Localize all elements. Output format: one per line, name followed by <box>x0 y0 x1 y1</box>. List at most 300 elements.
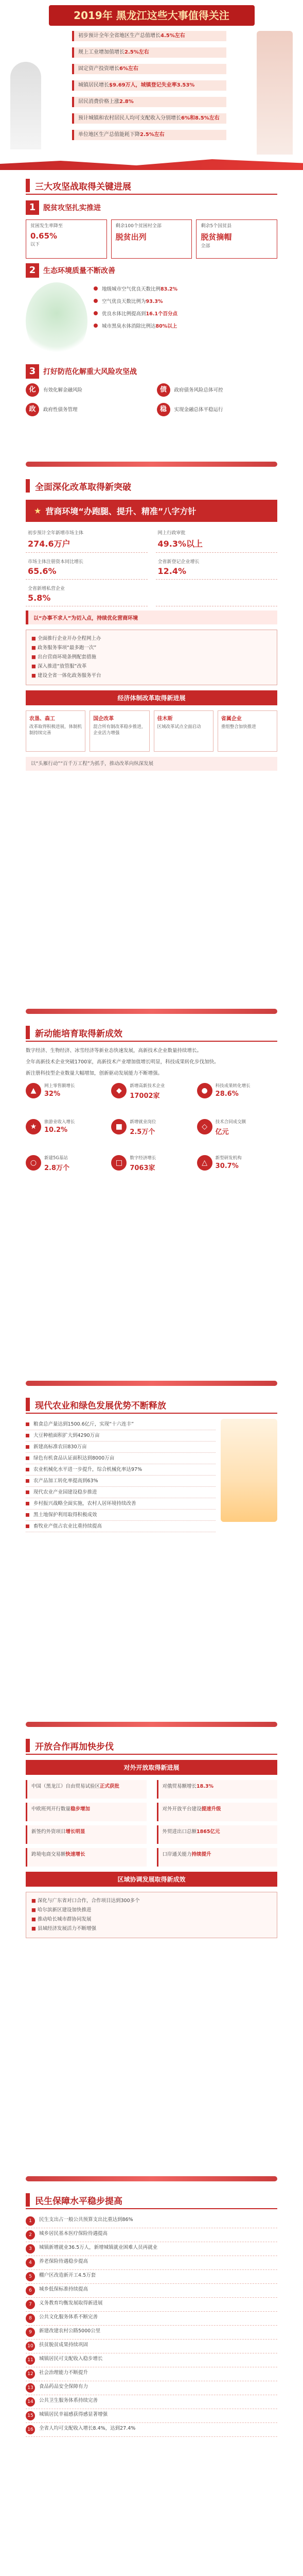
list-item: ■ 全面推行企业开办全程网上办 <box>31 634 272 643</box>
list-item-label: 空气优良天数比例为 <box>102 299 146 304</box>
list-item <box>26 1510 216 1521</box>
agri-block <box>26 1419 277 1532</box>
growth-text <box>44 1119 75 1134</box>
stat-icon: ★ <box>26 1119 41 1134</box>
list-number: 2 <box>26 2230 35 2240</box>
list-item-text: 城乡低保标准持续提高 <box>39 2286 88 2292</box>
flow-label: 对俄贸易额增长 <box>162 1784 197 1789</box>
reform-list <box>26 630 277 685</box>
list-item <box>26 2409 277 2423</box>
hero-list <box>72 31 226 140</box>
list-item <box>26 1442 216 1453</box>
bullet-icon <box>26 1524 29 1528</box>
stat-value: 5.8% <box>28 593 51 603</box>
stat-label: 网上零售额增长 <box>44 1083 75 1089</box>
divider <box>26 1381 277 1386</box>
business-ribbon: 以“办事不求人”为切入点，持续优化营商环境 <box>26 611 277 624</box>
flow-value: 1865亿元 <box>197 1829 220 1835</box>
section-header <box>26 1737 277 1755</box>
list-item-text <box>102 297 163 304</box>
bullet-icon <box>94 299 98 303</box>
list-number: 8 <box>26 2314 35 2323</box>
flow-value: 稳步增加 <box>70 1806 91 1812</box>
risk-badge: 稳 <box>157 403 170 416</box>
bullet-icon <box>26 1434 29 1437</box>
stat-value: 12.4% <box>157 566 187 576</box>
stat-icon: ▲ <box>26 1083 41 1098</box>
poverty-stats <box>26 219 277 259</box>
reform-stats <box>26 527 277 606</box>
stat-value: 脱贫摘帽 <box>201 232 232 242</box>
flow-value: 持续提升 <box>191 1852 211 1857</box>
list-item <box>26 1419 216 1430</box>
reform-card <box>218 710 277 752</box>
stat-value: 亿元 <box>215 1128 229 1136</box>
stat-value: 274.6万户 <box>28 539 70 549</box>
list-item <box>26 2312 277 2326</box>
growth-cell <box>197 1083 277 1114</box>
divider <box>26 1009 277 1014</box>
divider <box>26 1722 277 1727</box>
flow-label: 中欧班列开行数量 <box>31 1806 71 1812</box>
list-number: 5 <box>26 2272 35 2281</box>
divider <box>26 462 277 467</box>
list-item: ■ 县域经济发展活力不断增强 <box>31 1924 272 1934</box>
divider <box>26 2176 277 2181</box>
hero-item <box>72 64 226 74</box>
reform-cards <box>26 710 277 752</box>
risk-badge: 化 <box>26 383 39 397</box>
list-item-text: 黑土地保护利用取得积极成效 <box>33 1512 97 1518</box>
farm-illustration <box>221 1419 277 1522</box>
growth-cell <box>26 1083 106 1114</box>
list-item <box>94 282 277 295</box>
stat-suffix: 全部 <box>201 244 210 249</box>
list-item <box>94 307 277 319</box>
flow-label: 跨境电商交易额 <box>31 1852 66 1857</box>
hero-item <box>72 97 226 107</box>
growth-text <box>130 1083 165 1100</box>
risk-item <box>26 383 147 397</box>
star-icon: ★ <box>34 506 42 516</box>
list-item <box>26 2353 277 2367</box>
list-item-text <box>102 310 177 317</box>
hero-section <box>0 0 303 170</box>
section-bar <box>26 1739 30 1752</box>
section-bar <box>26 179 30 192</box>
stat-label: 新建5G基站 <box>44 1156 68 1161</box>
flow-label: 对外开放平台建设 <box>162 1806 202 1812</box>
section-bar <box>26 2193 30 2207</box>
list-item-text: 城乡居民基本医疗保险待遇提高 <box>39 2231 108 2236</box>
open-flow <box>26 1780 277 1867</box>
list-item-text: 义务教育均衡发展取得新进展 <box>39 2300 103 2306</box>
risk-badge: 政 <box>26 403 39 416</box>
hero-item-value: 6%和8.5%左右 <box>181 115 220 121</box>
open-subheader: 对外开放取得新进展 <box>26 1760 277 1775</box>
stat-value: 脱贫出列 <box>115 232 147 242</box>
flow-item <box>157 1848 278 1867</box>
stat-label: 市场主体注册资本同比增长 <box>28 560 84 565</box>
section-bar <box>26 479 30 493</box>
sub-number: 2 <box>26 263 39 278</box>
hero-item <box>72 130 226 140</box>
bullet-icon <box>26 1456 29 1460</box>
list-item-text: 乡村振兴战略全面实施，农村人居环境持续改善 <box>33 1500 136 1506</box>
risk-text: 实现金融总体平稳运行 <box>174 406 223 413</box>
stat-value: 32% <box>44 1090 61 1098</box>
stat-pair <box>156 527 278 553</box>
bullet-icon <box>26 1445 29 1449</box>
list-item-text: 城镇新增就业36.5万人，新增城镇就业困难人员再就业 <box>39 2245 158 2250</box>
list-number: 7 <box>26 2300 35 2309</box>
hero-item-value: 2.5%左右 <box>140 132 165 138</box>
hero-item <box>72 113 226 124</box>
agri-list <box>26 1419 216 1532</box>
stat-label: 剩余100个贫困村全部 <box>115 224 162 229</box>
list-item-text: 食品药品安全保障有力 <box>39 2384 88 2389</box>
list-item-label: 城市黑臭水体消除比例达 <box>102 324 156 329</box>
sub-number: 1 <box>26 200 39 215</box>
stat-label: 剩余5个国贫县 <box>201 224 232 229</box>
flow-value: 18.3% <box>197 1784 213 1789</box>
list-item <box>94 295 277 307</box>
card-body: 重组整合加快推进 <box>221 724 256 730</box>
stat-pair <box>26 583 148 606</box>
flow-item <box>26 1825 147 1844</box>
card-title: 国企改革 <box>93 716 114 722</box>
flow-label: 口岸通关能力 <box>162 1852 192 1857</box>
growth-text <box>44 1155 69 1172</box>
stat-label: 初步预计全年新增市场主体 <box>28 531 84 536</box>
stat-label: 数字经济增长 <box>130 1156 156 1161</box>
stat-label: 新型研发机构 <box>215 1156 242 1161</box>
list-item <box>26 2284 277 2298</box>
card-body: 区域改革试点全面启动 <box>157 724 201 730</box>
hero-item-value: 4.5%左右 <box>161 33 185 39</box>
risk-badge: 债 <box>157 383 170 397</box>
risk-text: 政府债务风险总体可控 <box>174 387 223 393</box>
flow-label: 外贸进出口总额 <box>162 1829 197 1835</box>
growth-cell <box>111 1083 191 1114</box>
hero-item-value: 2.5%左右 <box>124 49 149 55</box>
list-item <box>26 1476 216 1487</box>
list-number: 4 <box>26 2258 35 2267</box>
list-item <box>26 1498 216 1510</box>
stat-label: 新增就业岗位 <box>130 1120 156 1125</box>
growth-grid <box>26 1083 277 1186</box>
stat-value: 2.5万个 <box>130 1128 155 1136</box>
hero-item <box>72 80 226 91</box>
list-item: ■ 哈尔滨新区建设加快推进 <box>31 1906 272 1915</box>
battles-section <box>0 170 303 459</box>
list-item <box>26 2242 277 2256</box>
section-title: 全面深化改革取得新突破 <box>35 482 131 493</box>
list-item-value: 16.1个百分点 <box>146 311 177 317</box>
flow-value: 增长明显 <box>65 1829 85 1835</box>
reform-section <box>0 470 303 1006</box>
list-item-text: 全省人均可支配收入增长8.4%，达到27.4% <box>39 2426 136 2431</box>
livelihood-list <box>26 2214 277 2437</box>
list-item-text: 城镇居民幸福感获得感显著增强 <box>39 2412 108 2417</box>
list-item-text: 现代农业产业园建设稳步推进 <box>33 1489 97 1495</box>
bullet-icon <box>94 311 98 315</box>
stat-label: 全省新登记企业增长 <box>157 560 200 565</box>
building-illustration <box>10 62 41 149</box>
list-number: 6 <box>26 2286 35 2295</box>
risk-item <box>26 403 147 416</box>
sub-title: 脱贫攻坚扎实推进 <box>43 204 101 212</box>
bullet-icon <box>94 324 98 328</box>
stat-icon: ◆ <box>111 1083 127 1098</box>
banner-text: 营商环境“办跑腿、提升、精准”八字方针 <box>45 506 197 516</box>
card-title: 农垦、森工 <box>29 716 55 722</box>
stat-label: 科技成果转化增长 <box>215 1083 251 1089</box>
list-item <box>26 2395 277 2409</box>
sub-header-risk <box>26 364 277 379</box>
section-header <box>26 2192 277 2209</box>
flow-item <box>157 1825 278 1844</box>
reform-card <box>26 710 85 752</box>
risk-text: 政府性债务管理 <box>43 406 78 413</box>
list-item <box>26 1453 216 1464</box>
hero-item-value: 6%左右 <box>119 66 138 72</box>
stat-value: 30.7% <box>215 1162 239 1170</box>
stat-value: 28.6% <box>215 1090 239 1098</box>
open-subheader: 区域协调发展取得新成效 <box>26 1872 277 1887</box>
stat-value: 49.3%以上 <box>157 539 203 549</box>
stat-label: 新增高新技术企业 <box>130 1083 165 1089</box>
list-item <box>26 2228 277 2242</box>
sub-header-eco <box>26 263 277 278</box>
list-item: ■ 政务服务事项“最多跑一次” <box>31 643 272 653</box>
stat-label: 网上行政审批 <box>157 531 186 536</box>
sub-number: 3 <box>26 364 39 379</box>
growth-cell <box>197 1155 277 1186</box>
hero-item-value: $9.69万人，城镇登记失业率3.53% <box>109 82 195 88</box>
list-item-text <box>102 322 177 329</box>
section-title: 开放合作再加快步伐 <box>35 1741 114 1752</box>
list-item <box>26 2340 277 2353</box>
list-item-text: 公共文化服务体系不断完善 <box>39 2314 98 2320</box>
stat-icon: ■ <box>111 1119 127 1134</box>
hero-item-label: 单位地区生产总值能耗下降 <box>78 132 140 138</box>
stat-pair <box>156 556 278 580</box>
growth-cell <box>197 1119 277 1150</box>
list-item <box>26 2423 277 2437</box>
bullet-icon <box>26 1479 29 1483</box>
open-section <box>0 1730 303 2173</box>
hero-item-label: 规上工业增加值增长 <box>78 49 124 55</box>
flow-label: 中国（黑龙江）自由贸易试验区 <box>31 1784 100 1789</box>
stat-icon: △ <box>197 1155 212 1171</box>
list-number: 15 <box>26 2411 35 2420</box>
stat-label: 技术合同成交额 <box>215 1120 246 1125</box>
hero-item-value: 2.8% <box>119 99 134 105</box>
growth-cell <box>111 1155 191 1186</box>
growth-section <box>0 1017 303 1378</box>
stat-pair <box>156 583 278 606</box>
list-item: ■ 建设全省一体化政务服务平台 <box>31 671 272 681</box>
stat-icon: □ <box>111 1155 127 1171</box>
stat-icon: ◇ <box>197 1119 212 1134</box>
flow-value: 快速增长 <box>65 1852 85 1857</box>
globe-illustration <box>26 282 87 360</box>
hero-item-label: 初步预计全年全省地区生产总值增长 <box>78 33 161 39</box>
section-header <box>26 177 277 195</box>
list-item: ■ 深化与广东省对口合作，合作项目达到300多个 <box>31 1896 272 1906</box>
stat-value: 17002家 <box>130 1092 160 1100</box>
list-number: 9 <box>26 2328 35 2337</box>
list-item <box>26 2270 277 2284</box>
bullet-icon <box>94 286 98 291</box>
list-item-text: 新建高标准农田830万亩 <box>33 1444 87 1450</box>
eco-block <box>26 282 277 360</box>
list-item <box>26 2214 277 2228</box>
list-item <box>26 2326 277 2340</box>
stat-pair <box>26 527 148 553</box>
flow-label: 新签约外资项目 <box>31 1829 66 1835</box>
list-item-text: 扶贫脱贫成果持续巩固 <box>39 2342 88 2348</box>
list-item <box>94 319 277 332</box>
list-item-text <box>102 285 177 292</box>
list-number: 1 <box>26 2216 35 2226</box>
stat-card <box>111 219 192 259</box>
hero-item-label: 固定资产投资增长 <box>78 66 119 72</box>
reform-note: 以“头雁行动”“百千万工程”为抓手，推动改革向纵深发展 <box>26 757 277 771</box>
paragraph: 全年高新技术企业突破1700家，高新技术产业增加值增长明显，科技成果转化步伐加快。 <box>26 1059 219 1065</box>
risk-item <box>157 403 278 416</box>
stat-value: 2.8万个 <box>44 1164 70 1172</box>
list-item <box>26 2367 277 2381</box>
list-item-text: 新建改建农村公路5000公里 <box>39 2328 101 2334</box>
growth-text <box>216 1083 251 1098</box>
list-item-text: 社会治理能力不断提升 <box>39 2370 88 2376</box>
page-title: 2019年 黑龙江这些大事值得关注 <box>49 5 255 26</box>
section-header <box>26 477 277 495</box>
flow-value: 正式获批 <box>100 1784 120 1789</box>
sub-title: 生态环境质量不断改善 <box>43 267 115 275</box>
list-item-text: 民生支出占一般公共预算支出比重达到86% <box>39 2217 133 2223</box>
section-title: 三大攻坚战取得关键进展 <box>35 181 131 192</box>
econ-reform-header: 经济体制改革取得新进展 <box>26 690 277 705</box>
stat-card <box>196 219 277 259</box>
paragraph: 数字经济、生物经济、冰雪经济等新业态快速发展，高新技术企业数量持续增长。 <box>26 1048 202 1054</box>
section-header <box>26 1024 277 1042</box>
section-title: 新动能培育取得新成效 <box>35 1028 122 1039</box>
hero-item <box>72 31 226 41</box>
stat-card <box>26 219 107 259</box>
eco-list <box>94 282 277 360</box>
card-title: 佳木斯 <box>157 716 173 722</box>
hero-item <box>72 47 226 58</box>
growth-text <box>130 1119 156 1136</box>
risk-text: 有效化解金融风险 <box>43 387 83 393</box>
list-item-value: 80%以上 <box>155 324 177 329</box>
flow-value: 提速升级 <box>201 1806 221 1812</box>
card-body: 改革取得积极进展，体制机制持续完善 <box>29 724 82 736</box>
sub-title: 打好防范化解重大风险攻坚战 <box>43 368 137 376</box>
stat-label: 全省新增私营企业 <box>28 586 65 591</box>
list-item-text: 粮食总产量达到1500.6亿斤，实现“十六连丰” <box>33 1421 134 1427</box>
list-item-text: 大豆种植面积扩大到4290万亩 <box>33 1432 100 1438</box>
business-banner <box>26 500 277 522</box>
list-item-text: 绿色有机食品认证面积达到8000万亩 <box>33 1455 115 1461</box>
growth-cell <box>26 1119 106 1150</box>
list-item-text: 养老保险待遇稳步提高 <box>39 2259 88 2264</box>
flow-item <box>157 1780 278 1799</box>
list-item-text: 农业机械化水平进一步提升，综合机械化率达97% <box>33 1466 142 1472</box>
list-item-text: 畜牧业产值占农业比重持续提高 <box>33 1523 102 1529</box>
region-list <box>26 1892 277 1938</box>
list-item <box>26 2381 277 2395</box>
section-bar <box>26 1398 30 1411</box>
list-item <box>26 1430 216 1442</box>
list-number: 14 <box>26 2397 35 2406</box>
stat-label: 贫困发生率降至 <box>30 224 63 229</box>
list-item-value: 93.3% <box>146 299 163 304</box>
tower-illustration <box>257 31 293 155</box>
stat-value: 65.6% <box>28 566 57 576</box>
flow-item <box>157 1803 278 1821</box>
list-item-text: 城镇居民可支配收入稳步增长 <box>39 2356 103 2362</box>
section-title: 现代农业和绿色发展优势不断释放 <box>35 1400 166 1411</box>
reform-card <box>154 710 213 752</box>
stat-value: 10.2% <box>44 1126 68 1134</box>
list-item-value: 83.2% <box>161 286 177 292</box>
wave-divider <box>0 155 303 170</box>
growth-cell <box>26 1155 106 1186</box>
paragraph: 新注册科技型企业数量大幅增加，创新驱动发展能力不断增强。 <box>26 1071 163 1076</box>
list-item-text: 农产品加工转化率提高到63% <box>33 1478 98 1484</box>
bullet-icon <box>26 1513 29 1517</box>
list-number: 16 <box>26 2425 35 2434</box>
hero-item-label: 预计城镇和农村居民人均可支配收入分别增长 <box>78 115 181 121</box>
stat-pair <box>26 556 148 580</box>
section-header <box>26 1396 277 1414</box>
agri-section <box>0 1389 303 1719</box>
list-item-label: 地级城市空气优良天数比例 <box>102 286 161 292</box>
list-item: ■ 推动哈长城市群协同发展 <box>31 1915 272 1924</box>
stat-label: 旅游业收入增长 <box>44 1120 75 1125</box>
list-item <box>26 1487 216 1498</box>
sub-header-poverty <box>26 200 277 215</box>
risk-grid <box>26 383 277 416</box>
growth-cell <box>111 1119 191 1150</box>
livelihood-section <box>0 2184 303 2576</box>
list-item: ■ 深入推进“放管服”改革 <box>31 662 272 671</box>
growth-text <box>130 1155 156 1172</box>
list-item <box>26 1521 216 1532</box>
list-item: ■ 出台营商环境条例配套措施 <box>31 653 272 662</box>
stat-suffix: 以下 <box>30 242 40 247</box>
list-number: 11 <box>26 2355 35 2365</box>
list-number: 10 <box>26 2342 35 2351</box>
card-body: 混合所有制改革稳步推进，企业活力增强 <box>93 724 146 736</box>
section-title: 民生保障水平稳步提高 <box>35 2196 122 2207</box>
list-number: 13 <box>26 2383 35 2393</box>
stat-icon: ● <box>197 1083 212 1098</box>
list-item <box>26 2256 277 2270</box>
list-item-label: 优良水体比例提高到 <box>102 311 146 317</box>
stat-value: 7063家 <box>130 1164 155 1172</box>
list-item-text: 公共卫生服务体系持续完善 <box>39 2398 98 2403</box>
section-bar <box>26 1026 30 1039</box>
bullet-icon <box>26 1490 29 1494</box>
flow-item <box>26 1803 147 1821</box>
growth-text <box>216 1119 246 1136</box>
list-item-text: 棚户区改造新开工4.5万套 <box>39 2273 96 2278</box>
